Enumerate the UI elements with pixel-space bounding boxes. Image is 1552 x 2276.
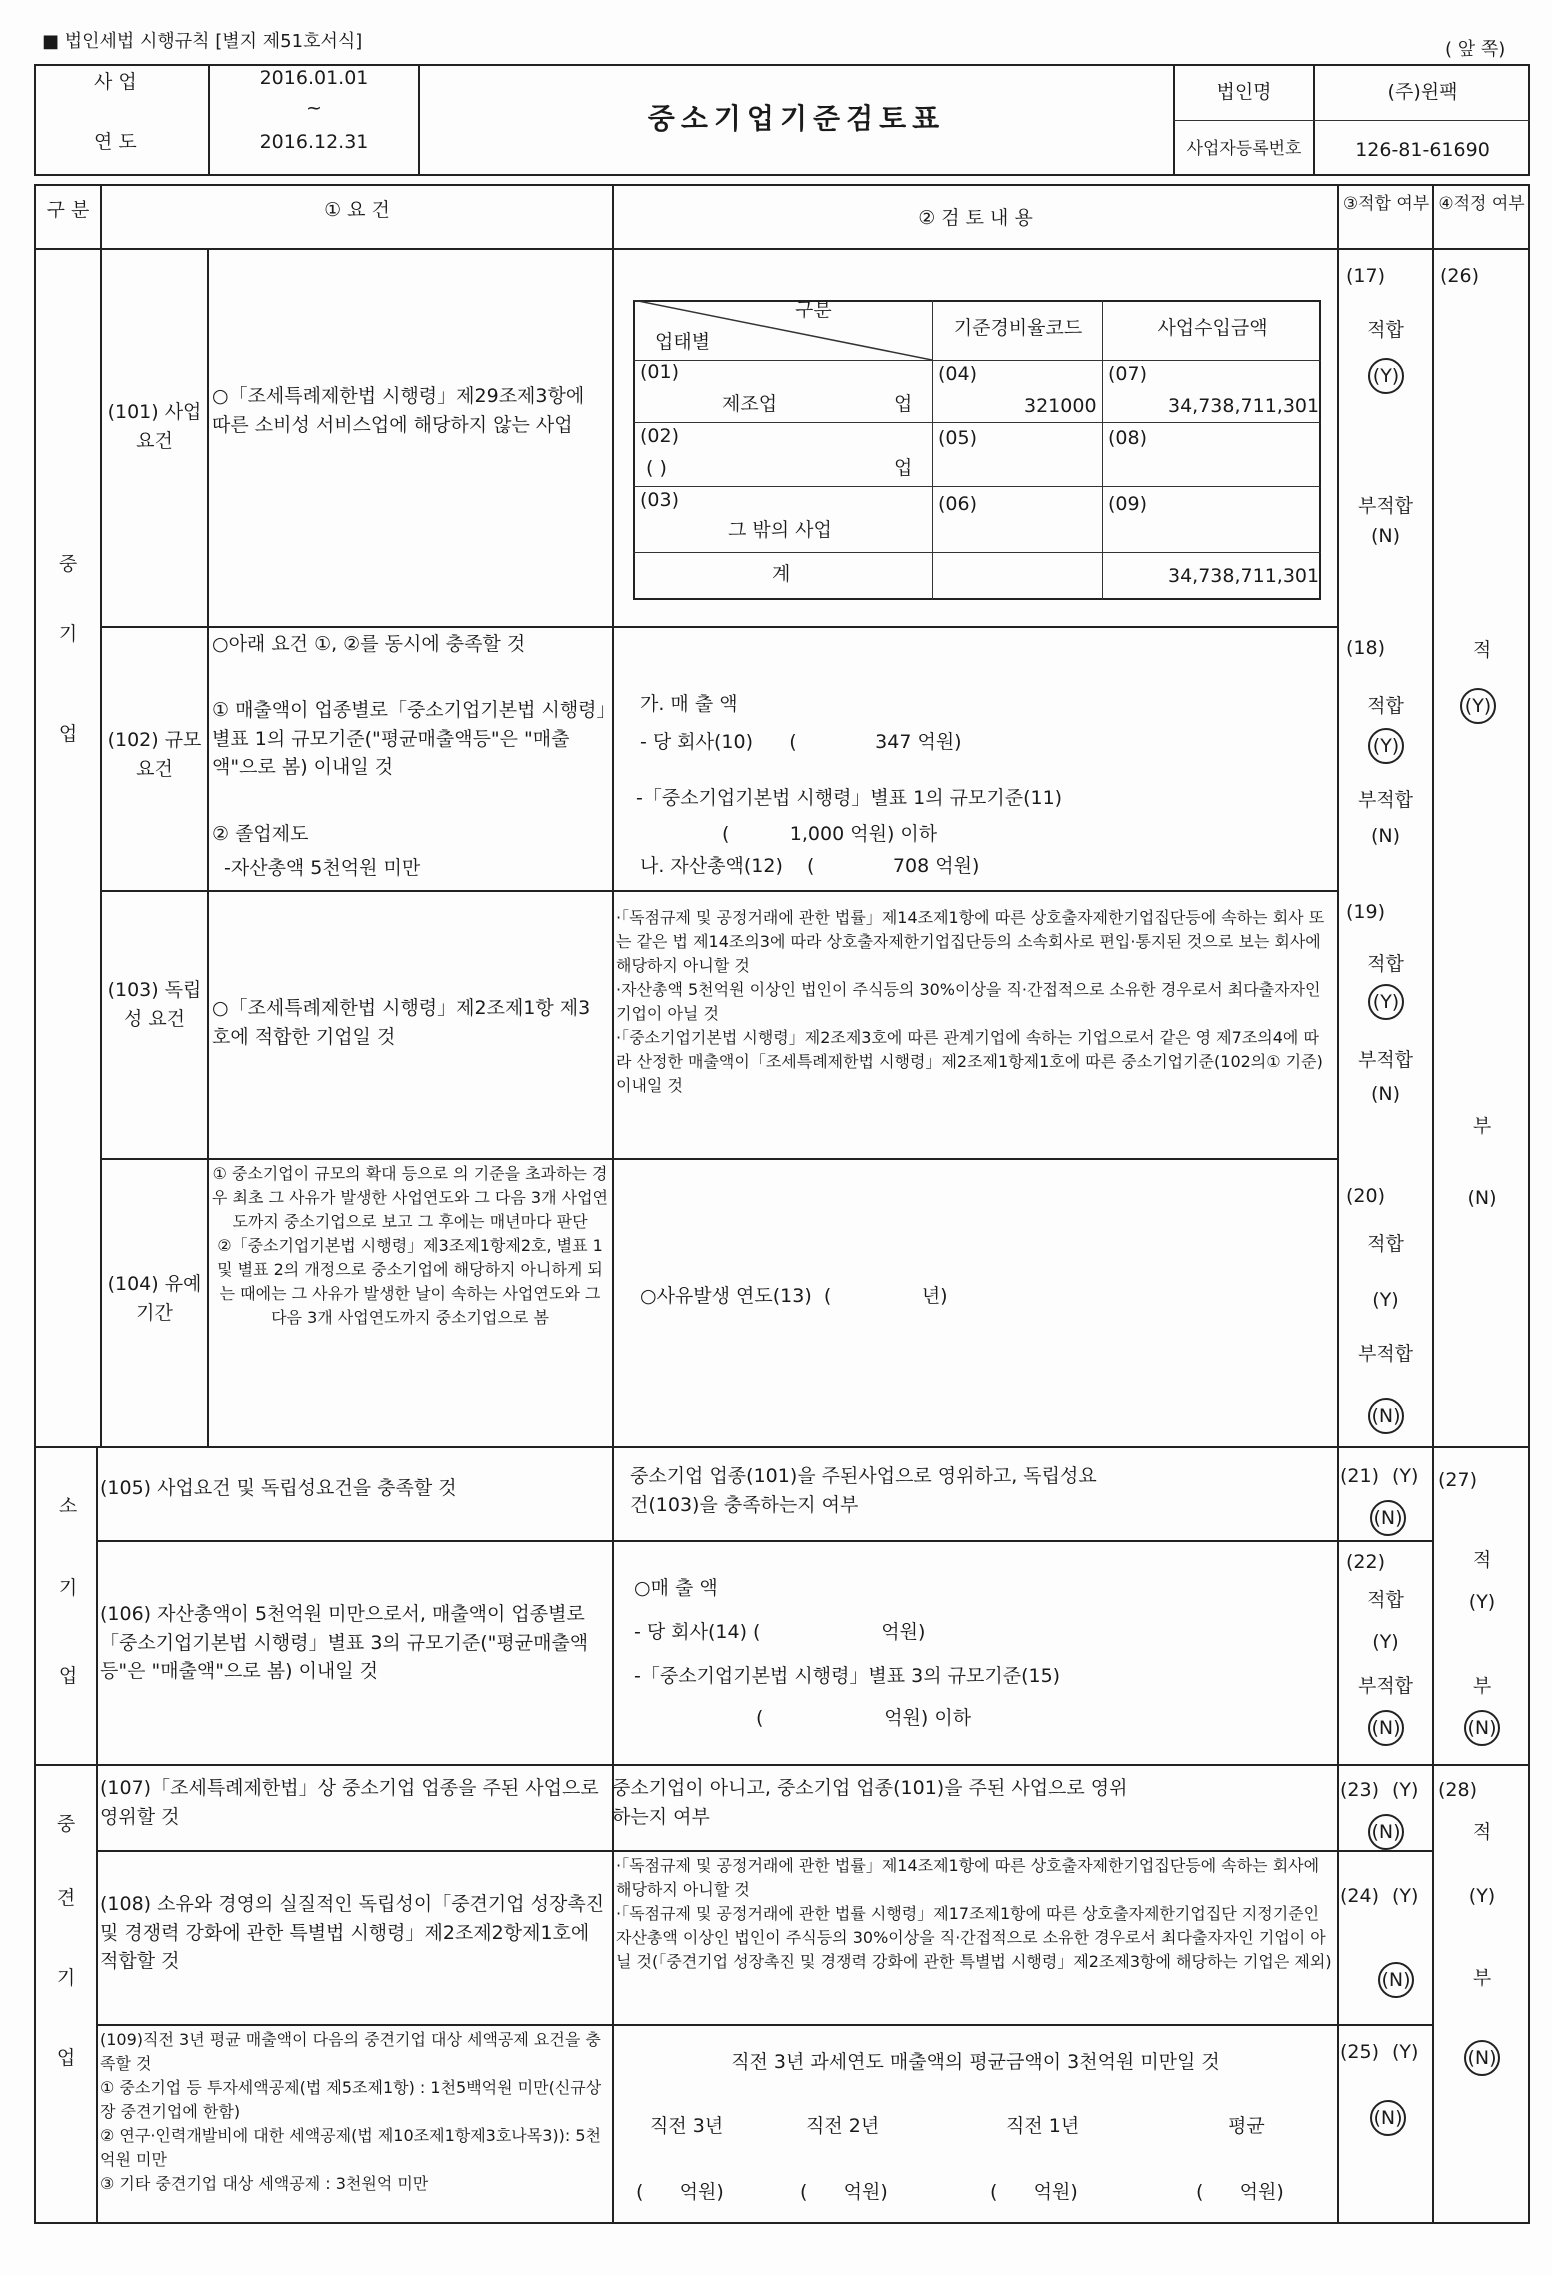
r103-fit-no: (19) <box>1346 901 1386 923</box>
r109-year-3: 직전 1년 <box>1006 2115 1080 2137</box>
section-sme-char-3: 업 <box>58 723 78 745</box>
r101-col-amount: 사업수입금액 <box>1157 317 1268 339</box>
r109-fit-n-circled: (N) <box>1368 2100 1408 2136</box>
r109-year-1: 직전 3년 <box>650 2115 724 2137</box>
period-start: 2016.01.01 <box>259 67 369 89</box>
r102-fit-n: (N) <box>1370 825 1401 847</box>
r101-row2-name: ( ) <box>646 457 667 479</box>
r102-rev-a3: ( 1,000 억원) 이하 <box>722 823 938 845</box>
corp-name-label: 법인명 <box>1216 81 1272 103</box>
r101-fit-no-label: 부적합 <box>1357 495 1414 517</box>
form-reference: ■ 법인세법 시행규칙 [별지 제51호서식] <box>42 31 363 52</box>
r101-row1-no: (01) <box>640 361 680 383</box>
mid-adequacy-y: (Y) <box>1468 1885 1496 1907</box>
r106-fit-y: (Y) <box>1372 1631 1399 1653</box>
mid-adequacy-yes: 적 <box>1472 1821 1492 1843</box>
mid-adequacy-no-label: 부 <box>1472 1967 1492 1989</box>
r103-fit-yes: 적합 <box>1367 953 1404 975</box>
r104-review: ○사유발생 연도(13) ( 년) <box>640 1285 948 1307</box>
section-small-char-1: 소 <box>58 1495 78 1517</box>
reg-no-label: 사업자등록번호 <box>1186 139 1302 159</box>
page-title: 중소기업기준검토표 <box>647 102 946 135</box>
r104-fit-no-label: 부적합 <box>1357 1343 1414 1365</box>
r101-row1-suffix: 업 <box>894 393 913 415</box>
r102-fit-no: (18) <box>1346 637 1386 659</box>
mid-adequacy-n-circled: (N) <box>1462 2040 1502 2076</box>
r105-review: 중소기업 업종(101)을 주된사업으로 영위하고, 독립성요건(103)을 충족하는지 여부 <box>630 1465 1097 1516</box>
r102-rev-a1: - 당 회사(10) ( 347 억원) <box>640 731 962 753</box>
r107-fit-no: (23) <box>1340 1779 1380 1801</box>
mid-adequacy-no: (28) <box>1438 1779 1478 1801</box>
r102-req2: ② 졸업제도 <box>212 823 309 845</box>
r103-label: (103) 독립성 요건 <box>107 979 202 1030</box>
r109-amount-3: ( 억원) <box>990 2181 1078 2203</box>
corp-name-value: (주)윈팩 <box>1387 81 1458 103</box>
col-requirement: ① 요 건 <box>324 199 390 221</box>
r107-requirement: (107)「조세특례제한법」상 중소기업 업종을 주된 사업으로 영위할 것 <box>100 1777 599 1828</box>
r101-row1-amt-no: (07) <box>1108 363 1148 385</box>
r105-fit-y: (Y) <box>1392 1465 1419 1487</box>
r101-row1-amount: 34,738,711,301 <box>1168 395 1320 417</box>
r106-rev-a2: -「중소기업기본법 시행령」별표 3의 규모기준(15) <box>634 1665 1061 1687</box>
r101-row3-code-no: (06) <box>938 493 978 515</box>
period-end: 2016.12.31 <box>259 131 369 153</box>
r106-fit-no: (22) <box>1346 1551 1386 1573</box>
r109-review-title: 직전 3년 과세연도 매출액의 평균금액이 3천억원 미만일 것 <box>731 2051 1220 2073</box>
period-tilde: ~ <box>306 97 322 119</box>
r107-fit-n-circled: (N) <box>1366 1814 1406 1850</box>
r104-fit-n-circled: (N) <box>1366 1398 1406 1434</box>
col-fit: ③적합 여부 <box>1342 194 1430 214</box>
small-adequacy-yes: 적 <box>1472 1549 1492 1571</box>
section-sme-char-1: 중 <box>58 553 78 575</box>
r101-row2-no: (02) <box>640 425 680 447</box>
r101-row1-code: 321000 <box>1024 395 1097 417</box>
sme-adequacy-no: (26) <box>1440 265 1480 287</box>
r104-fit-y: (Y) <box>1372 1289 1399 1311</box>
r105-requirement: (105) 사업요건 및 독립성요건을 충족할 것 <box>100 1477 457 1499</box>
r103-fit-no-label: 부적합 <box>1357 1049 1414 1071</box>
r102-rev-b: 나. 자산총액(12) ( 708 억원) <box>640 855 980 877</box>
r101-requirement: ○「조세특례제한법 시행령」제29조제3항에 따른 소비성 서비스업에 해당하지 않는 사업 <box>212 385 585 436</box>
r109-amount-1: ( 억원) <box>636 2181 724 2203</box>
r109-requirement: (109)직전 3년 평균 매출액이 다음의 중견기업 대상 세액공제 요건을 충족할 것 ① 중소기업 등 투자세액공제(법 제5조제1항) : 1천5백억원 미만(신규상장 중견기업에 한함) ② 연구·인력개발비에 대한 세액공제(법 제10조제1항제3호나목3)): 5천억원 미만 ③ 기타 중견기업 대상 세액공제 : 3천원억 미만 <box>100 2030 602 2193</box>
r103-fit-y-circled: (Y) <box>1368 984 1404 1020</box>
r108-review: ·「독점규제 및 공정거래에 관한 법률」제14조제1항에 따른 상호출자제한기업집단등에 속하는 회사에 해당하지 아니할 것 ·「독점규제 및 공정거래에 관한 법률 시행령」제17조제1항에 따른 상호출자제한기업집단 지정기준인 자산총액 이상인 법인이 주식등의 30%이상을 직·간접적으로 소유한 경우로서 최다출자자인 기업이 아닐 것(「중견기업 성장촉진 및 경쟁력 강화에 관한 특별법 시행령」제2조제3항에 해당하는 기업은 제외) <box>616 1856 1332 1971</box>
r101-total-amount: 34,738,711,301 <box>1168 565 1320 587</box>
r101-row3-amt-no: (09) <box>1108 493 1148 515</box>
small-adequacy-y: (Y) <box>1468 1591 1496 1613</box>
r101-fit-n: (N) <box>1370 525 1401 547</box>
section-mid-char-3: 기 <box>56 1967 76 1989</box>
r106-rev-a1: - 당 회사(14) ( 억원) <box>634 1621 926 1643</box>
r101-col-biz: 업태별 <box>655 331 711 353</box>
r102-fit-no-label: 부적합 <box>1357 789 1414 811</box>
r102-rev-a: 가. 매 출 액 <box>640 693 738 715</box>
r104-requirement: ① 중소기업이 규모의 확대 등으로 의 기준을 초과하는 경우 최초 그 사유가 발생한 사업연도와 그 다음 3개 사업연도까지 중소기업으로 보고 그 후에는 매년마다 판단 ②「중소기업기본법 시행령」제3조제1항제2호, 별표 1 및 별표 2의 개정으로 중소기업에 해당하지 아니하게 되는 때에는 그 사유가 발생한 날이 속하는 사업연도와 그 다음 3개 사업연도까지 중소기업으로 봄 <box>212 1164 608 1327</box>
r101-row3-no: (03) <box>640 489 680 511</box>
reg-no-value: 126-81-61690 <box>1355 139 1490 161</box>
r106-rev-a3: ( 억원) 이하 <box>756 1707 972 1729</box>
r109-amount-2: ( 억원) <box>800 2181 888 2203</box>
col-adequacy: ④적정 여부 <box>1438 194 1525 214</box>
r108-fit-n-circled: (N) <box>1376 1962 1416 1998</box>
r101-total-label: 계 <box>772 563 791 585</box>
r101-row1-code-no: (04) <box>938 363 978 385</box>
small-adequacy-no: (27) <box>1438 1469 1478 1491</box>
sme-adequacy-yes: 적 <box>1472 639 1492 661</box>
r101-fit-y-circled: (Y) <box>1368 358 1404 394</box>
sme-adequacy-n: (N) <box>1467 1187 1497 1209</box>
small-adequacy-no-label: 부 <box>1472 1675 1492 1697</box>
r108-fit-no: (24) <box>1340 1885 1380 1907</box>
r105-fit-no: (21) <box>1340 1465 1380 1487</box>
r101-row2-suffix: 업 <box>894 457 913 479</box>
r106-rev-a: ○매 출 액 <box>634 1577 718 1599</box>
sme-adequacy-y-circled: (Y) <box>1458 688 1498 724</box>
r105-fit-n-circled: (N) <box>1368 1500 1408 1536</box>
r101-row3-name: 그 밖의 사업 <box>728 519 832 541</box>
r101-row2-amt-no: (08) <box>1108 427 1148 449</box>
r108-requirement: (108) 소유와 경영의 실질적인 독립성이「중견기업 성장촉진 및 경쟁력 강화에 관한 특별법 시행령」제2조제2항제1호에 적합할 것 <box>100 1893 605 1972</box>
col-category: 구 분 <box>46 199 90 221</box>
r102-req-intro: ○아래 요건 ①, ②를 동시에 충족할 것 <box>212 633 526 655</box>
front-side-note: ( 앞 쪽) <box>1445 39 1506 60</box>
r103-review: ·「독점규제 및 공정거래에 관한 법률」제14조제1항에 따른 상호출자제한기업집단등에 속하는 회사 또는 같은 법 제14조의3에 따라 상호출자제한기업집단등의 소속회사로 편입·통지된 것으로 보는 회사에 해당하지 아니할 것 ·자산총액 5천억원 이상인 법인이 주식등의 30%이상을 직·간접적으로 소유한 경우로서 최다출자자인 기업이 아닐 것 ·「중소기업기본법 시행령」제2조제3호에 따른 관계기업에 속하는 기업으로서 같은 영 제7조의4에 따라 산정한 매출액이「조세특례제한법 시행령」제2조제1항제1호에 따른 중소기업기준(102의① 기준) 이내일 것 <box>616 908 1325 1095</box>
biz-year-label-1: 사 업 <box>94 71 137 93</box>
section-sme-char-2: 기 <box>58 623 78 645</box>
col-review: ② 검 토 내 용 <box>918 207 1033 229</box>
r102-label: (102) 규모요건 <box>107 729 202 780</box>
section-mid-char-4: 업 <box>56 2047 76 2069</box>
small-adequacy-n-circled: (N) <box>1462 1710 1502 1746</box>
r102-fit-y-circled: (Y) <box>1368 728 1404 764</box>
r101-row1-name: 제조업 <box>722 393 778 415</box>
sme-adequacy-no-label: 부 <box>1472 1115 1492 1137</box>
r103-fit-n: (N) <box>1370 1083 1401 1105</box>
r104-fit-yes: 적합 <box>1367 1233 1404 1255</box>
r109-year-2: 직전 2년 <box>806 2115 880 2137</box>
r109-fit-y: (Y) <box>1392 2041 1419 2063</box>
r106-fit-n-circled: (N) <box>1366 1710 1406 1746</box>
r102-req2b: -자산총액 5천억원 미만 <box>224 857 421 879</box>
section-small-char-3: 업 <box>58 1665 78 1687</box>
r102-fit-yes: 적합 <box>1367 695 1404 717</box>
r108-fit-y: (Y) <box>1392 1885 1419 1907</box>
r106-fit-yes: 적합 <box>1367 1589 1404 1611</box>
section-small-char-2: 기 <box>58 1577 78 1599</box>
r101-row2-code-no: (05) <box>938 427 978 449</box>
r101-col-code: 기준경비율코드 <box>953 317 1083 339</box>
r106-requirement: (106) 자산총액이 5천억원 미만으로서, 매출액이 업종별로「중소기업기본법 시행령」별표 3의 규모기준("평균매출액등"은 "매출액"으로 봄) 이내일 것 <box>100 1603 589 1682</box>
r106-fit-no-label: 부적합 <box>1357 1675 1414 1697</box>
section-mid-char-2: 견 <box>56 1887 76 1909</box>
r101-fit-no: (17) <box>1346 265 1386 287</box>
section-mid-char-1: 중 <box>56 1813 76 1835</box>
r104-fit-no: (20) <box>1346 1185 1386 1207</box>
biz-year-label-2: 연 도 <box>94 131 137 153</box>
r109-year-avg: 평균 <box>1228 2115 1265 2137</box>
r107-review: 중소기업이 아니고, 중소기업 업종(101)을 주된 사업으로 영위하는지 여부 <box>612 1777 1128 1828</box>
r101-col-type: 구분 <box>795 299 832 321</box>
r102-req1: ① 매출액이 업종별로「중소기업기본법 시행령」별표 1의 규모기준("평균매출액등"은 "매출액"으로 봄) 이내일 것 <box>212 699 607 778</box>
r104-label: (104) 유예기간 <box>107 1273 202 1324</box>
r109-fit-no: (25) <box>1340 2041 1380 2063</box>
r102-rev-a2: -「중소기업기본법 시행령」별표 1의 규모기준(11) <box>636 787 1063 809</box>
r101-fit-yes: 적합 <box>1367 319 1404 341</box>
r103-requirement: ○「조세특례제한법 시행령」제2조제1항 제3호에 적합한 기업일 것 <box>212 997 591 1048</box>
r107-fit-y: (Y) <box>1392 1779 1419 1801</box>
r109-amount-avg: ( 억원) <box>1196 2181 1284 2203</box>
r101-label: (101) 사업요건 <box>107 401 202 452</box>
